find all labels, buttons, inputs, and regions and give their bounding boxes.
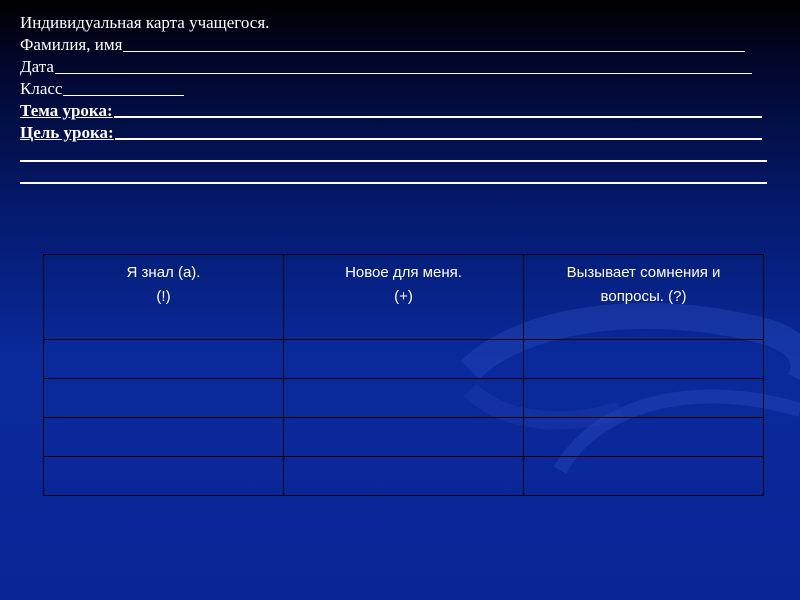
surname-field[interactable] [123, 51, 745, 52]
table-cell[interactable] [44, 457, 284, 496]
header-new-for-me: Новое для меня. (+) [284, 255, 524, 340]
header-knew: Я знал (а). (!) [44, 255, 284, 340]
class-field[interactable] [63, 95, 184, 96]
surname-line [20, 34, 745, 56]
goal-line [20, 122, 762, 144]
date-field[interactable] [55, 73, 752, 74]
table-row [44, 340, 764, 379]
goal-field-continued-2[interactable] [20, 182, 767, 184]
table-cell[interactable] [284, 457, 524, 496]
goal-field-continued-1[interactable] [20, 160, 767, 162]
topic-line [20, 100, 762, 122]
date-label: Дата [20, 57, 54, 76]
goal-field[interactable] [115, 138, 762, 140]
table-row [44, 379, 764, 418]
table-cell[interactable] [44, 418, 284, 457]
date-line [20, 56, 752, 78]
reflection-table [43, 254, 764, 496]
table-header-row [44, 255, 764, 340]
table-cell[interactable] [284, 418, 524, 457]
table-cell[interactable] [44, 379, 284, 418]
topic-field[interactable] [114, 116, 762, 118]
table-cell[interactable] [524, 418, 764, 457]
surname-label: Фамилия, имя [20, 35, 123, 54]
class-label: Класс [20, 79, 63, 98]
goal-label: Цель урока: [20, 123, 114, 142]
table-cell[interactable] [524, 340, 764, 379]
table-cell[interactable] [524, 379, 764, 418]
student-card-header [20, 12, 770, 188]
header-doubts-questions: Вызывает сомнения и вопросы. (?) [524, 255, 764, 340]
table-row [44, 418, 764, 457]
card-title: Индивидуальная карта учащегося. [20, 13, 270, 32]
table-cell[interactable] [284, 379, 524, 418]
class-line [20, 78, 184, 100]
topic-label: Тема урока: [20, 101, 113, 120]
table-cell[interactable] [524, 457, 764, 496]
goal-continuation-line-1 [20, 144, 767, 166]
table-row [44, 457, 764, 496]
goal-continuation-line-2 [20, 166, 767, 188]
table-cell[interactable] [44, 340, 284, 379]
table-cell[interactable] [284, 340, 524, 379]
